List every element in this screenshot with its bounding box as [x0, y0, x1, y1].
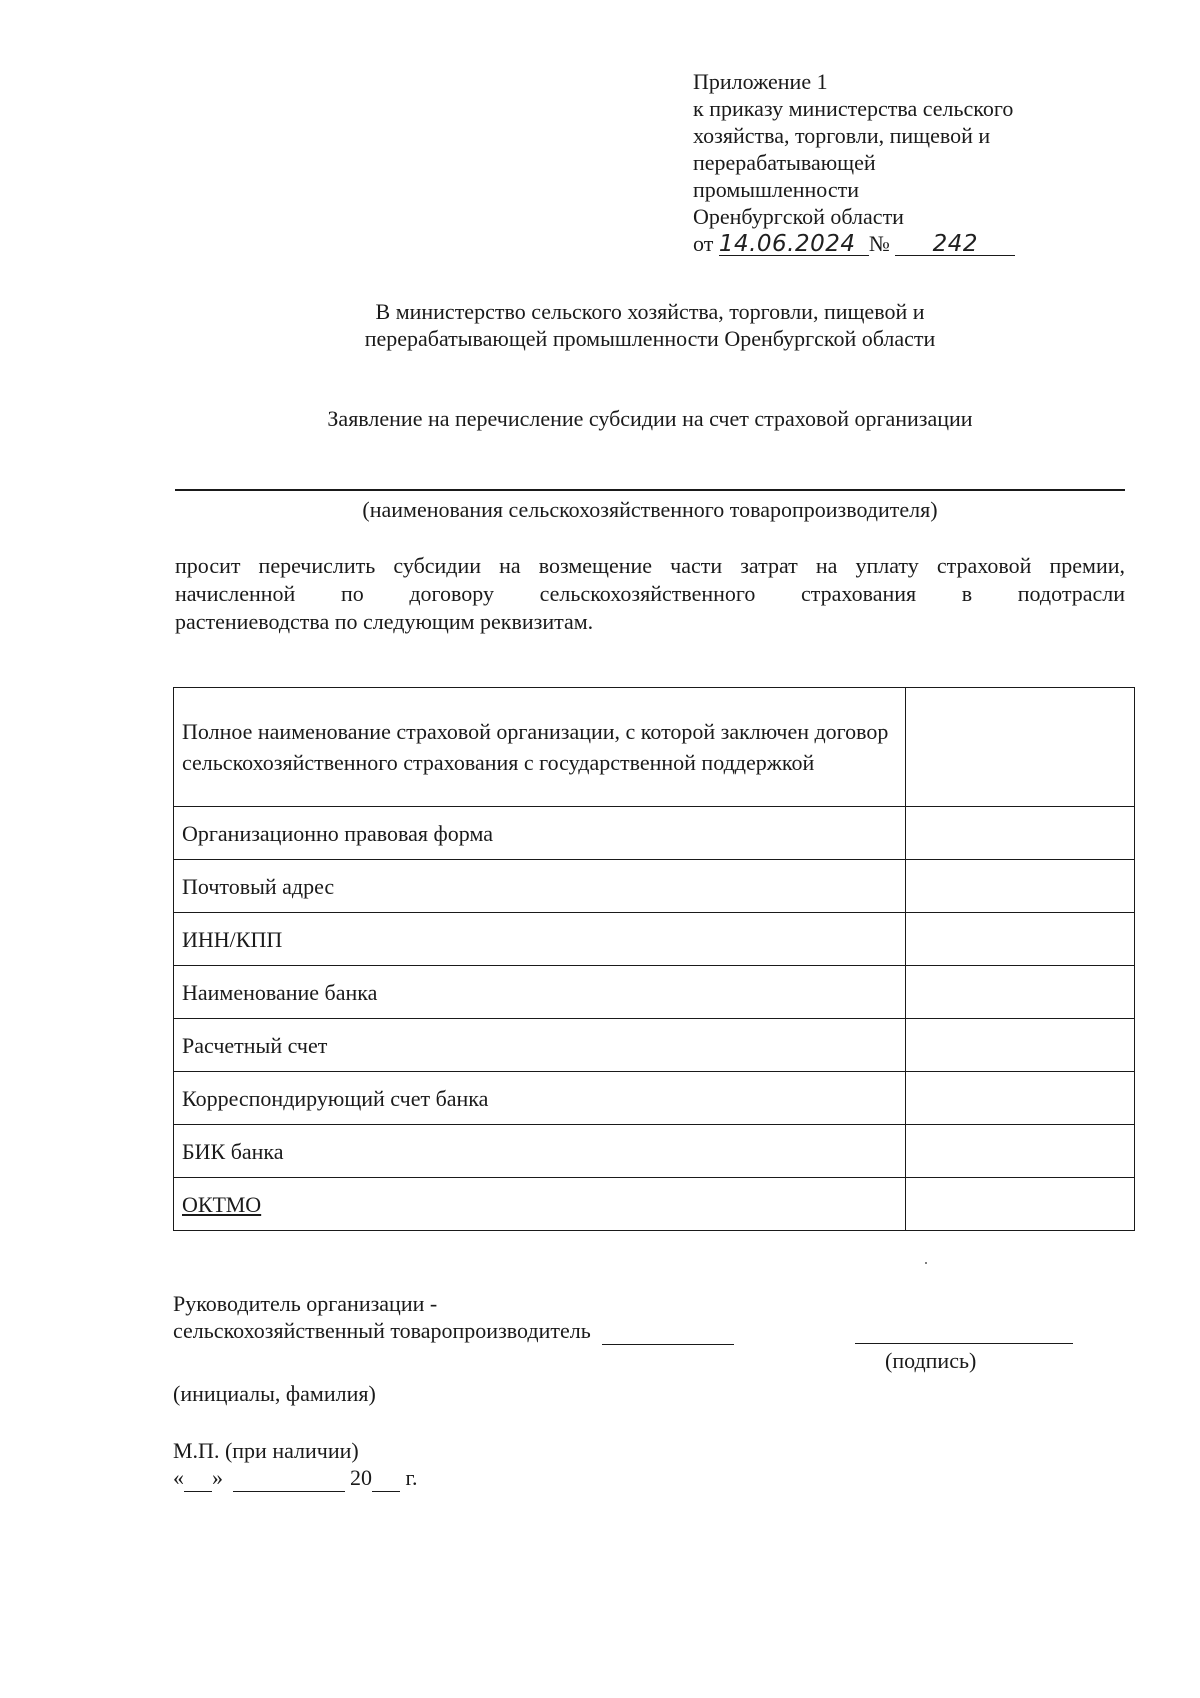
table-row	[174, 688, 1135, 807]
oktmo-label: ОКТМО	[182, 1191, 262, 1217]
date-year-prefix: 20	[350, 1465, 372, 1490]
appendix-block	[693, 68, 1015, 257]
row-label	[174, 1178, 906, 1231]
row-value	[906, 1125, 1135, 1178]
table-row	[174, 860, 1135, 913]
addressee-line: В министерство сельского хозяйства, торговли, пищевой и	[375, 299, 925, 324]
row-label: Наименование банка	[174, 966, 906, 1019]
signature-caption: (подпись)	[885, 1348, 977, 1373]
initials-caption: (инициалы, фамилия)	[173, 1381, 376, 1406]
addressee-block	[170, 298, 1130, 352]
scan-speck	[925, 1262, 927, 1264]
row-label: Корреспондирующий счет банка	[174, 1072, 906, 1125]
date-open-quote: «	[173, 1465, 184, 1490]
head-title-line: Руководитель организации -	[173, 1291, 438, 1316]
table-row	[174, 1178, 1135, 1231]
appendix-line: промышленности	[693, 177, 859, 202]
appendix-line: к приказу министерства сельского	[693, 96, 1014, 121]
order-number-field	[895, 233, 1015, 256]
addressee-line: перерабатывающей промышленности Оренбургской области	[364, 326, 936, 351]
table-row	[174, 807, 1135, 860]
number-prefix: №	[868, 231, 890, 256]
row-value	[906, 966, 1135, 1019]
table-row	[174, 1125, 1135, 1178]
row-value	[906, 913, 1135, 966]
head-producer-line	[173, 1317, 734, 1345]
request-paragraph	[175, 552, 1125, 636]
producer-signature-blank	[602, 1317, 734, 1345]
row-value	[906, 807, 1135, 860]
row-value	[906, 860, 1135, 913]
request-line: начисленной по договору сельскохозяйственного страхования в подотрасли	[175, 581, 1125, 606]
row-label: Полное наименование страховой организации, с которой заключен договор сельскохозяйственного страхования с государственной поддержкой	[174, 688, 906, 807]
request-line: просит перечислить субсидии на возмещение части затрат на уплату страховой премии,	[175, 553, 1125, 578]
row-label: ИНН/КПП	[174, 913, 906, 966]
appendix-date-number-line	[693, 230, 1015, 257]
appendix-line: Оренбургской области	[693, 204, 904, 229]
order-number-handwritten: 242	[932, 231, 979, 257]
appendix-line: перерабатывающей	[693, 150, 876, 175]
date-close-quote: »	[212, 1465, 223, 1490]
order-date-handwritten: 14.06.2024	[718, 231, 856, 257]
producer-name-caption: (наименования сельскохозяйственного товаропроизводителя)	[362, 497, 938, 522]
request-line: растениеводства по следующим реквизитам.	[175, 609, 594, 634]
from-prefix: от	[693, 231, 714, 256]
document-title: Заявление на перечисление субсидии на счет страховой организации	[327, 406, 973, 431]
month-blank	[233, 1464, 345, 1492]
row-label: Расчетный счет	[174, 1019, 906, 1072]
row-label: Почтовый адрес	[174, 860, 906, 913]
table-row	[174, 1072, 1135, 1125]
row-value	[906, 1072, 1135, 1125]
date-line	[173, 1464, 418, 1492]
producer-name-line	[175, 489, 1125, 491]
row-label: Организационно правовая форма	[174, 807, 906, 860]
table-row	[174, 913, 1135, 966]
requisites-table	[173, 687, 1135, 1231]
row-value	[906, 1178, 1135, 1231]
day-blank	[184, 1464, 212, 1492]
row-value	[906, 688, 1135, 807]
stamp-caption: М.П. (при наличии)	[173, 1438, 359, 1463]
year-blank	[372, 1464, 400, 1492]
appendix-title: Приложение 1	[693, 69, 828, 94]
appendix-line: хозяйства, торговли, пищевой и	[693, 123, 991, 148]
table-row	[174, 966, 1135, 1019]
row-value	[906, 1019, 1135, 1072]
signature-line	[855, 1343, 1073, 1344]
date-year-suffix: г.	[405, 1465, 418, 1490]
table-row	[174, 1019, 1135, 1072]
row-label: БИК банка	[174, 1125, 906, 1178]
order-date-field	[719, 233, 869, 256]
head-producer-label: сельскохозяйственный товаропроизводитель	[173, 1318, 591, 1343]
